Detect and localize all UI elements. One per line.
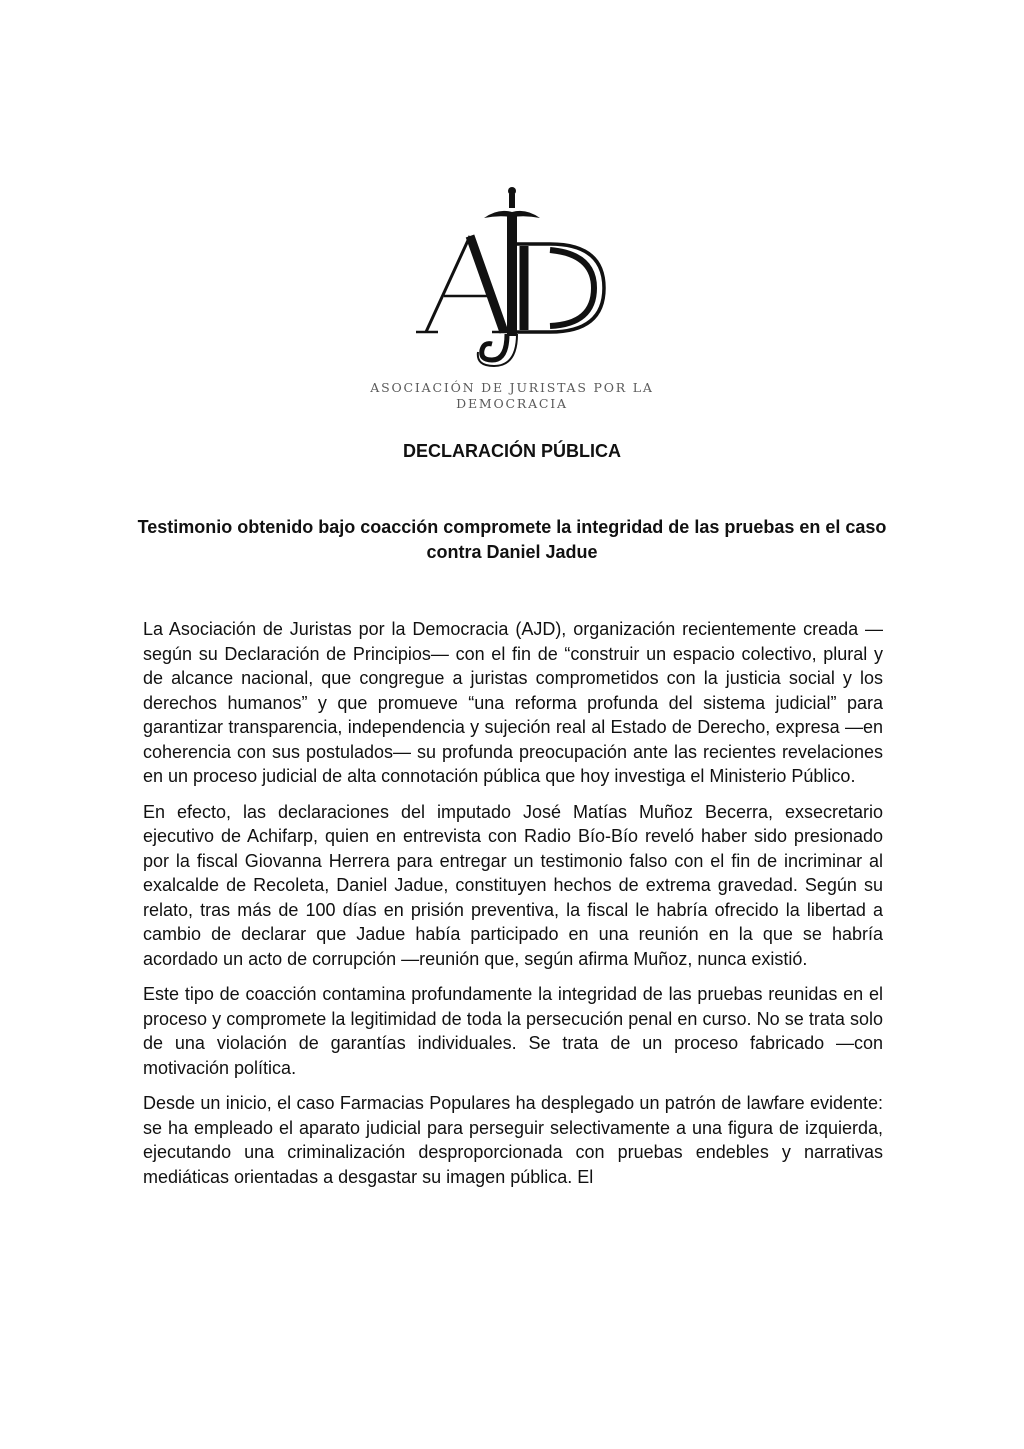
organization-name: ASOCIACIÓN DE JURISTAS POR LA DEMOCRACIA <box>370 380 654 411</box>
paragraph: Este tipo de coacción contamina profundamente la integridad de las pruebas reunidas en el proceso y compromete la legitimidad de toda la persecución penal en curso. No se trata solo de una violación de garantías individuales. Se trata de un proceso fabricado —con motivación política. <box>143 984 883 1078</box>
paragraph: La Asociación de Juristas por la Democracia (AJD), organización recientemente creada —según su Declaración de Principios— con el fin de “construir un espacio colectivo, plural y de alcance nacional, que congregue a juristas comprometidos con la justicia social y los derechos humanos” y que promueve “una reforma profunda del sistema judicial” para garantizar transparencia, independencia y sujeción real al Estado de Derecho, expresa —en coherencia con sus postulados— su profunda preocupación ante las recientes revelaciones en un proceso judicial de alta connotación pública que hoy investiga el Ministerio Público. <box>143 619 883 786</box>
ajd-monogram-icon <box>400 184 624 374</box>
ajd-logo <box>400 184 624 374</box>
document-body <box>143 617 883 1200</box>
document-subtitle: Testimonio obtenido bajo coacción compromete la integridad de las pruebas en el caso contra Daniel Jadue <box>137 517 887 562</box>
paragraph: En efecto, las declaraciones del imputado José Matías Muñoz Becerra, exsecretario ejecutivo de Achifarp, quien en entrevista con Radio Bío-Bío reveló haber sido presionado por la fiscal Giovanna Herrera para entregar un testimonio falso con el fin de incriminar al exalcalde de Recoleta, Daniel Jadue, constituyen hechos de extrema gravedad. Según su relato, tras más de 100 días en prisión preventiva, la fiscal le habría ofrecido la libertad a cambio de declarar que Jadue había participado en una reunión en la que se habría acordado un acto de corrupción —reunión que, según afirma Muñoz, nunca existió. <box>143 801 883 969</box>
paragraph: Desde un inicio, el caso Farmacias Populares ha desplegado un patrón de lawfare evidente: se ha empleado el aparato judicial para perseguir selectivamente a una figura de izquierda, ejecutando una criminalización desproporcionada con pruebas endebles y narrativas mediáticas orientadas a desgastar su imagen pública. El <box>143 1093 883 1187</box>
document-heading: DECLARACIÓN PÚBLICA <box>403 441 621 461</box>
